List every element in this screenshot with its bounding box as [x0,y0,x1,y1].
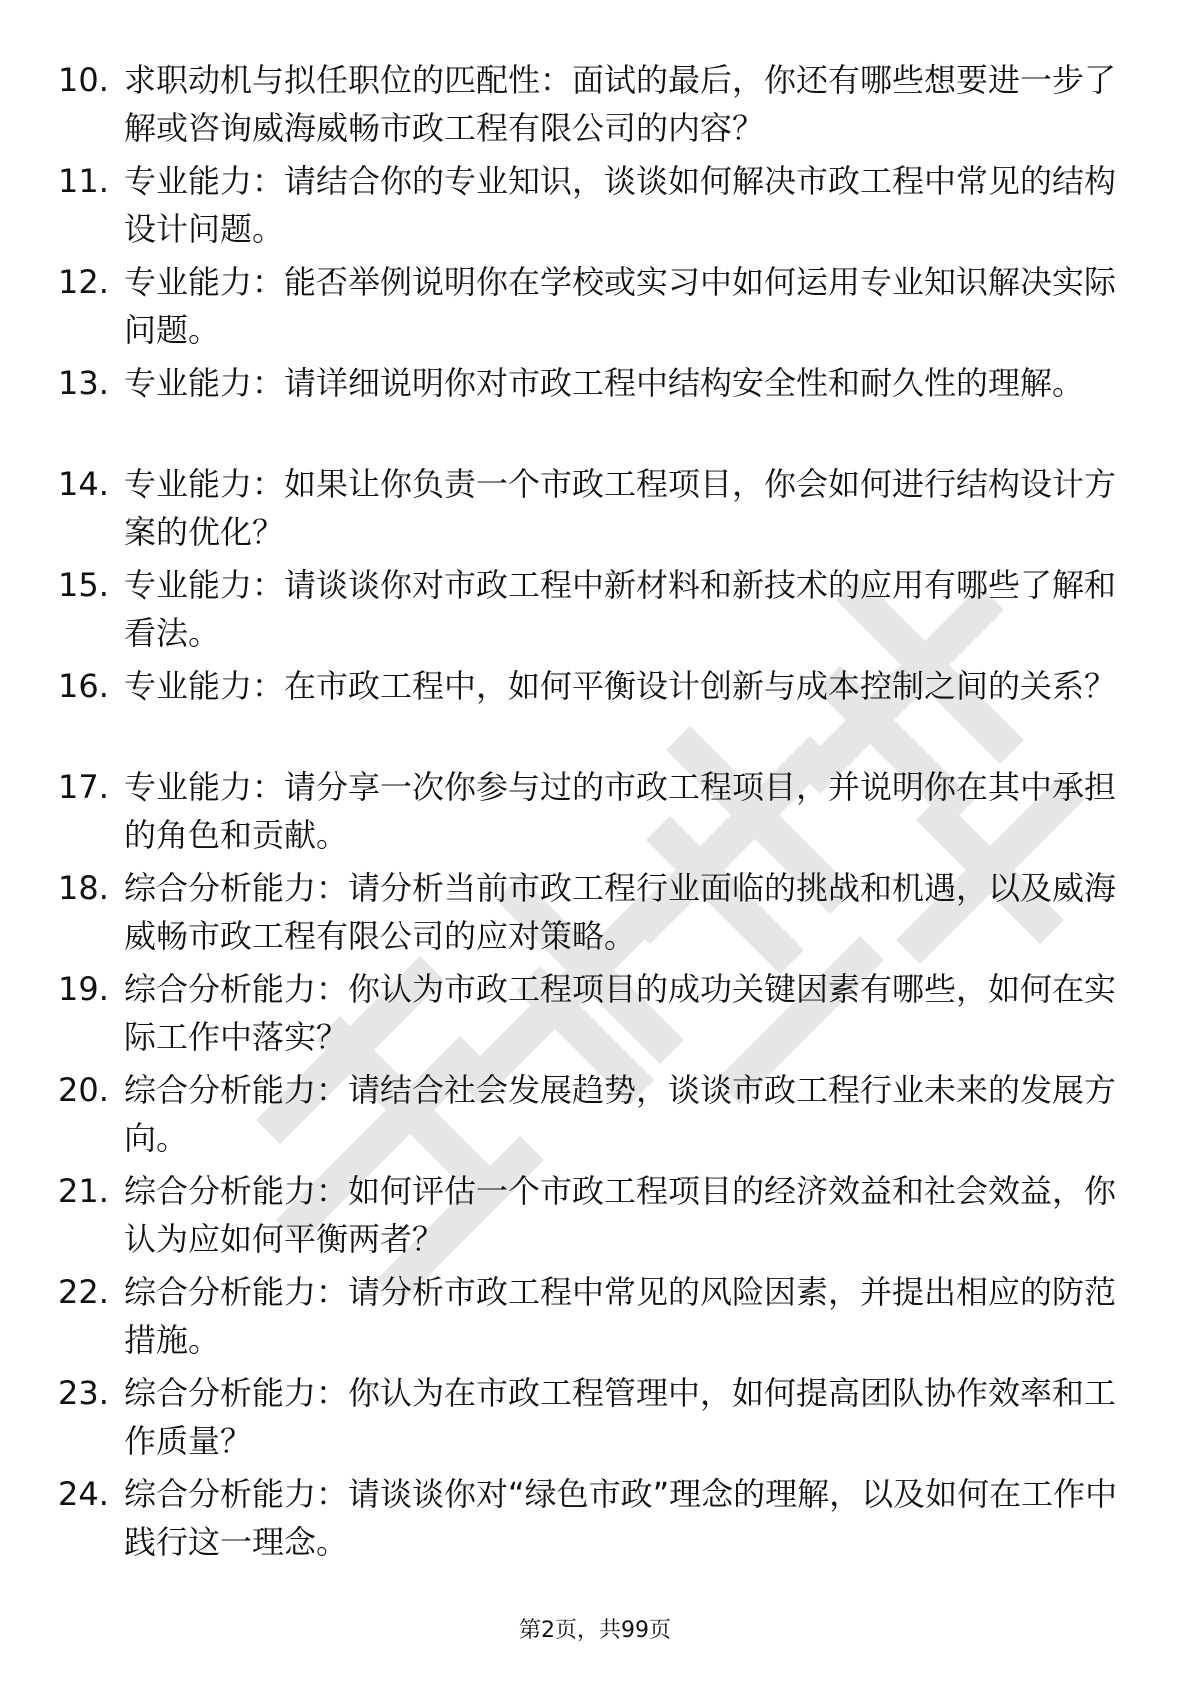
question-item [58,662,1118,763]
question-number: 23. [58,1374,109,1412]
question-text: 综合分析能力：请谈谈你对“绿色市政”理念的理解，以及如何在工作中践行这一理念。 [124,1475,1118,1561]
question-text: 综合分析能力：请分析市政工程中常见的风险因素，并提出相应的防范措施。 [124,1273,1117,1359]
question-text: 综合分析能力：如何评估一个市政工程项目的经济效益和社会效益，你认为应如何平衡两者？ [124,1172,1117,1258]
question-item [58,1369,1118,1470]
question-number: 19. [58,970,109,1008]
question-item [58,1167,1118,1268]
question-item [58,56,1118,157]
question-text: 专业能力：请谈谈你对市政工程中新材料和新技术的应用有哪些了解和看法。 [124,566,1117,652]
question-item [58,258,1118,359]
question-number: 18. [58,869,109,907]
question-number: 15. [58,566,109,604]
question-text: 专业能力：如果让你负责一个市政工程项目，你会如何进行结构设计方案的优化？ [124,465,1117,551]
page-footer [0,1616,1190,1646]
question-item [58,965,1118,1066]
question-item [58,1470,1118,1571]
question-text: 求职动机与拟任职位的匹配性：面试的最后，你还有哪些想要进一步了解或咨询威海威畅市政工程有限公司的内容？ [124,61,1117,147]
question-text: 专业能力：请结合你的专业知识，谈谈如何解决市政工程中常见的结构设计问题。 [124,162,1117,248]
question-item [58,561,1118,662]
question-item [58,157,1118,258]
question-text: 专业能力：能否举例说明你在学校或实习中如何运用专业知识解决实际问题。 [124,263,1117,349]
question-number: 22. [58,1273,109,1311]
question-number: 20. [58,1071,109,1109]
question-number: 24. [58,1475,109,1513]
question-text: 综合分析能力：请结合社会发展趋势，谈谈市政工程行业未来的发展方向。 [124,1071,1117,1157]
question-item [58,763,1118,864]
question-number: 13. [58,364,109,402]
question-list [58,56,1118,1571]
question-item [58,460,1118,561]
page-number-label: 第2页，共99页 [519,1618,671,1643]
question-text: 专业能力：请分享一次你参与过的市政工程项目，并说明你在其中承担的角色和贡献。 [124,768,1117,854]
question-number: 12. [58,263,109,301]
question-number: 21. [58,1172,109,1210]
question-text: 专业能力：在市政工程中，如何平衡设计创新与成本控制之间的关系？ [124,667,1117,705]
question-number: 17. [58,768,109,806]
question-number: 10. [58,61,109,99]
question-item [58,1268,1118,1369]
question-item [58,359,1118,460]
question-number: 16. [58,667,109,705]
question-text: 综合分析能力：请分析当前市政工程行业面临的挑战和机遇，以及威海威畅市政工程有限公司的应对策略。 [124,869,1117,955]
question-text: 综合分析能力：你认为在市政工程管理中，如何提高团队协作效率和工作质量？ [124,1374,1117,1460]
question-text: 专业能力：请详细说明你对市政工程中结构安全性和耐久性的理解。 [124,364,1085,402]
question-number: 11. [58,162,109,200]
question-number: 14. [58,465,109,503]
question-item [58,1066,1118,1167]
question-text: 综合分析能力：你认为市政工程项目的成功关键因素有哪些，如何在实际工作中落实？ [124,970,1117,1056]
question-item [58,864,1118,965]
